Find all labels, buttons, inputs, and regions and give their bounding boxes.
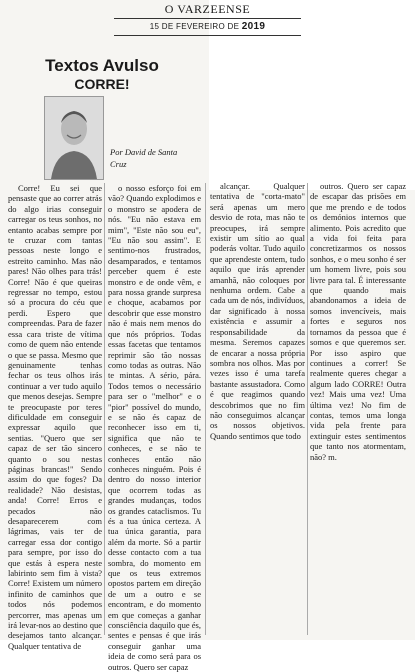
article-column-3 [210,181,305,636]
headline: CORRE! [74,76,130,92]
title-block [14,56,190,186]
column-4-text [310,181,406,462]
section-title: Textos Avulso [45,56,159,75]
column-4-body: outros. Quero ser capaz de escapar das prisões em que me prendo e de todos os demónios internos que alimento. Pois acredito que a vida foi feita para concretizarmos os nossos sonhos, e o meu sonho é ser um homem livre, pois sou livre para tal. É interessante que quando mais abandonamos a ideia de somos invencíveis, mais fortes e seguros nos tornamos da pessoa que é somos e que queremos ser. Por isso aspiro que continues a correr! Se realmente queres chegar a algum lado CORRE! Outra vez! Mais uma vez! Uma última vez! No fim de contas, temos uma longa vida pela frente para extinguir estes sentimentos que tanto nos atormentam, não? [310,181,406,462]
signature: m. [328,451,337,462]
column-divider [104,183,105,635]
author-photo-graphic [45,97,103,179]
column-3-text: alcançar. Qualquer tentativa de "corta-mato" será apenas um mero desvio de rota, mas não te preocupes, irá sempre existir um sítio ao qual poderás voltar. Tudo aquilo que aprendeste ontem, tudo aquilo que irás aprender amanhã, não coloques por nenhuma ordem. Cabe a cada um de nós, indivíduos, dar significado à nossa existência e assumir a responsabilidade da mesma. Seremos capazes de encarar a nossa própria sombra nos olhos. Mas por vezes isso é uma tarefa bastante assustadora. Como é que reagimos quando descobrimos que no fim não conseguimos alcançar os nossos objetivos. Quando sentimos que todo [210,181,305,441]
column-1-text: Corre! Eu sei que pensaste que ao correr atrás do algo irias conseguir carregar os teus sonhos, no entanto acabas sempre por te cruzar com tantas pessoas neste longo e estreito caminho. Mas não pares! Não olhes para trás! Corre! Não é que queiras regressar no tempo, estou só a procura do céu que perdi. Espero que compreendas. Para de fazer essa cara triste de vítima como de quem não entende o que se passa. Mesmo que genuinamente tenhas fechar os teus olhos irás continuar a ver tudo aquilo que menos desejas. Sempre te preocupaste por teres dificuldade em conseguir expressar aquilo que sentias. "Quero que ser capaz de ser tão sincero quanto o sou nestas páginas brancas!" Sendo assim do que foges? Da realidade? Não desistas, anda! Corre! Erros e pecados não desaparecerem com lágrimas, vais ter de carregar essa dor contigo para sempre, por isso do que estás à espera neste labirinto sem fim à vista? Corre! Existem um número infinito de caminhos que todos nós podemos percorrer, mas apenas um irá levar-nos ao destino que desejamos tanto alcançar. Qualquer tentativa de [8,183,102,651]
byline: Por David de Santa Cruz [110,147,178,169]
article-column-4 [310,181,406,636]
date-text: 15 DE FEVEREIRO DE [149,22,240,31]
column-2-text: o nosso esforço foi em vão? Quando explodimos e o monstro se apodera de nós. "Eu não estava em mim", "Este não sou eu", "Eu não sou assim". E sentimo-nos frustrados, desamparados, e tentamos perceber quem é este monstro e de onde vêm, e para nossa grande surpresa e choque, acabamos por descobrir que esse monstro não é mais nem menos do que nós próprios. Todas essas facetas que tentamos reprimir são tão nossas como todas as outras. Não te mintas. A sério, pára. Todos temos o necessário para ser o "melhor" e o "pior" possível do mundo, e se não és capaz de reconhecer isso em ti, significa que não te conheces, e se não te conheces então não conheces ninguém. Pois é dentro do nosso interior que ocorrem todas as grandes mudanças, todos os grandes cataclismos. Tu és a tua única certeza. A tua única garantia, para além da morte. Só a partir desse contacto com a tua sombra, do momento em que os teus extremos opostos partem em direção de um a outro e se encontram, e do momento em que começas a ganhar consciência daquilo que és, sentes e pensas é que irás conseguir ganhar uma ideia de como será para os outros. Quero ser capaz [108,183,201,672]
masthead [14,0,401,38]
column-divider [307,183,308,635]
author-photo [44,96,104,180]
date-line [114,18,301,36]
column-divider [205,183,206,635]
article-column-2 [108,183,201,672]
article-column-1 [8,183,102,651]
year-text: 2019 [241,21,266,32]
paper-name: O VARZEENSE [164,2,251,16]
